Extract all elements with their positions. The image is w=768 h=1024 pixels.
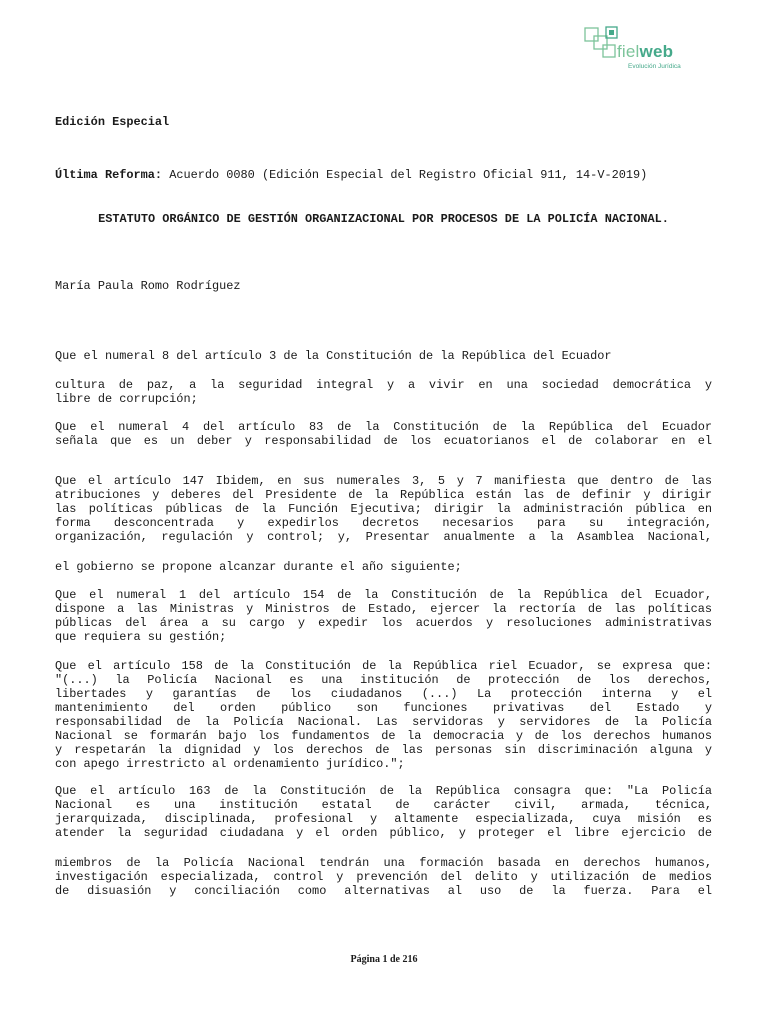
paragraph: Que el numeral 4 del artículo 83 de la Constitución de la República del Ecuador señala que es un deber y responsabilidad de los ecuatorianos el de colaborar en el [55,420,712,448]
paragraph: Que el numeral 1 del artículo 154 de la Constitución de la República del Ecuador, dispone a las Ministras y Ministros de Estado, ejercer la rectoría de las políticas públicas del área a su cargo y expedir los acuerdos y resoluciones administrativas que requiera su gestión; [55,588,712,644]
paragraph: el gobierno se propone alcanzar durante el año siguiente; [55,560,462,574]
fielweb-logo [584,26,696,76]
paragraph: Que el artículo 163 de la Constitución de la República consagra que: "La Policía Nacional es una institución estatal de carácter civil, armada, técnica, jerarquizada, disciplinada, profesional y altamente especializada, cuya misión es atender la seguridad ciudadana y el orden público, y proteger el libre ejercicio de [55,784,712,840]
logo-tagline: Evolución Jurídica [628,63,681,70]
page-number: Página 1 de 216 [350,954,418,965]
edition-label: Edición Especial [55,115,170,129]
paragraph: cultura de paz, a la seguridad integral y a vivir en una sociedad democrática y libre de corrupción; [55,378,712,406]
paragraph: miembros de la Policía Nacional tendrán una formación basada en derechos humanos, investigación especializada, control y prevención del delito y utilización de medios de disuasión y conciliación como alternativas al uso de la fuerza. Para el [55,856,712,898]
paragraph: Que el artículo 147 Ibidem, en sus numerales 3, 5 y 7 manifiesta que dentro de las atribuciones y deberes del Presidente de la República están las de definir y dirigir las políticas públicas de la Función Ejecutiva; dirigir la administración pública en forma desconcentrada y expedirlos decretos necesarios para su integración, organización, regulación y control; y, Presentar anualmente a la Asamblea Nacional, [55,474,712,544]
reform-label: Última Reforma: [55,168,163,182]
last-reform [55,168,647,182]
document-title: ESTATUTO ORGÁNICO DE GESTIÓN ORGANIZACIONAL POR PROCESOS DE LA POLICÍA NACIONAL. [98,212,669,226]
author-name: María Paula Romo Rodríguez [55,279,241,293]
paragraph: Que el artículo 158 de la Constitución de la República riel Ecuador, se expresa que: "(...) la Policía Nacional es una institución de protección de los derechos, libertades y garantías de los ciudadanos (...) La protección interna y el mantenimiento del orden público son funciones privativas del Estado y responsabilidad de la Policía Nacional. Las servidoras y servidores de la Policía Nacional se formarán bajo los fundamentos de la democracia y de los derechos humanos y respetarán la dignidad y los derechos de las personas sin discriminación alguna y con apego irrestricto al ordenamiento jurídico."; [55,659,712,771]
logo-wordmark: fielweb [617,42,674,61]
paragraph: Que el numeral 8 del artículo 3 de la Constitución de la República del Ecuador [55,349,612,363]
reform-text: Acuerdo 0080 (Edición Especial del Registro Oficial 911, 14-V-2019) [169,168,648,182]
